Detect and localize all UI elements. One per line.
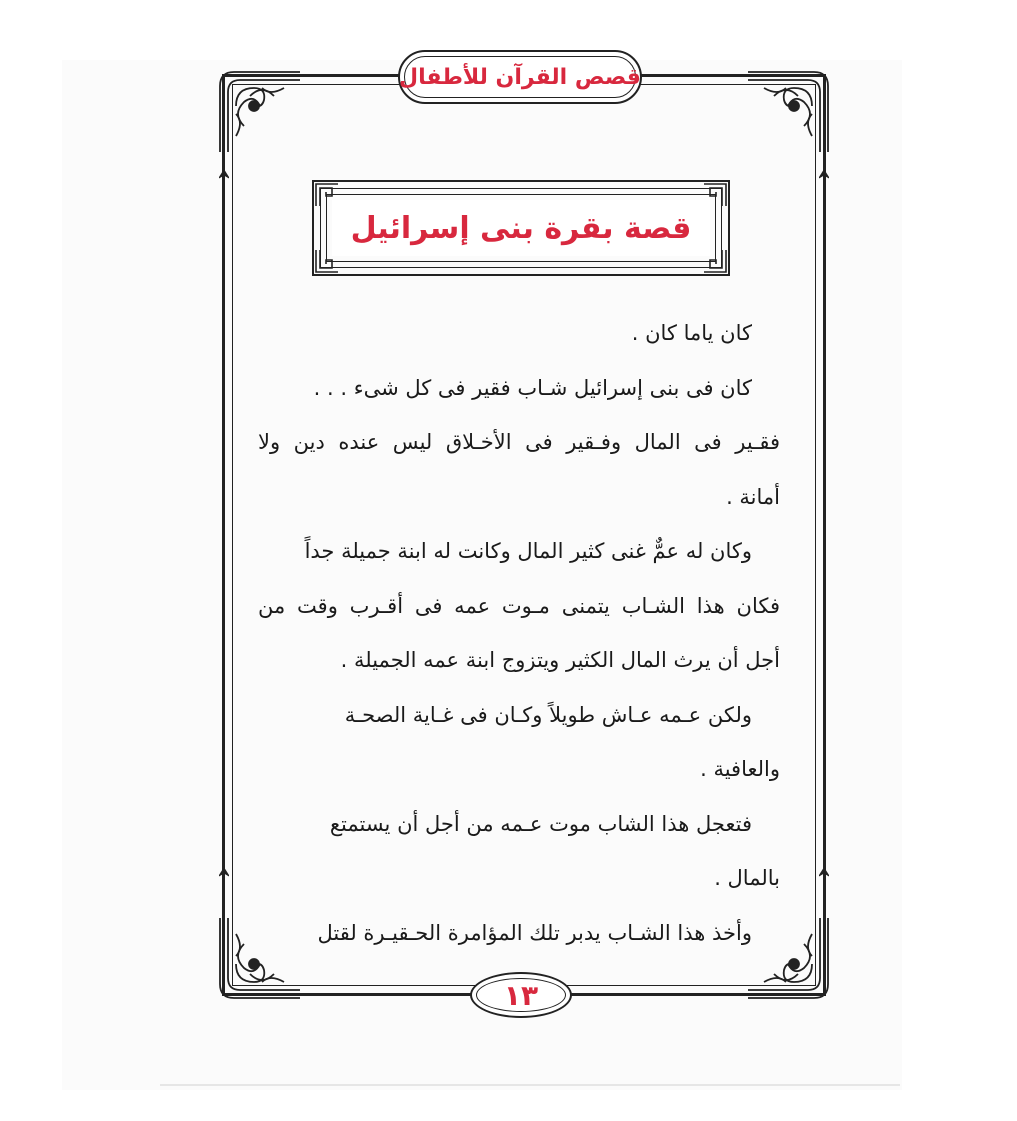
body-line: فكان هذا الشـاب يتمنى مـوت عمه فى أقـرب وقت من	[258, 593, 780, 618]
story-title: قصة بقرة بنى إسرائيل	[332, 200, 710, 256]
body-line: كان ياما كان .	[631, 321, 752, 345]
page-number: ١٣	[503, 978, 539, 1012]
series-title: قصص القرآن للأطفال	[399, 64, 641, 90]
corner-ornament-icon	[742, 66, 834, 158]
body-line: أجل أن يرث المال الكثير ويتزوج ابنة عمه الجميلة .	[340, 648, 780, 672]
body-line: وكان له عمٌّ غنى كثير المال وكانت له ابنة جميلة جداً	[304, 539, 752, 563]
side-arrow-icon	[219, 170, 229, 200]
side-arrow-icon	[819, 868, 829, 898]
body-line: فتعجل هذا الشاب موت عـمه من أجل أن يستمتع	[329, 811, 752, 836]
story-body	[258, 306, 780, 960]
page-edge	[160, 1084, 900, 1086]
body-line: وأخذ هذا الشـاب يدبر تلك المؤامرة الحـقيـرة لقتل	[317, 920, 752, 945]
side-arrow-icon	[219, 868, 229, 898]
corner-ornament-icon	[214, 66, 306, 158]
series-title-badge	[398, 50, 642, 104]
body-line: والعافية .	[700, 757, 780, 781]
page-number-badge	[470, 972, 572, 1018]
body-line: ولكن عـمه عـاش طويلاً وكـان فى غـاية الصحـة	[344, 702, 752, 727]
body-line: فقـير فى المال وفـقير فى الأخـلاق ليس عنده دين ولا	[258, 430, 780, 454]
story-title-box	[312, 180, 730, 276]
body-line: أمانة .	[726, 484, 780, 509]
side-arrow-icon	[819, 170, 829, 200]
body-line: كان فى بنى إسرائيل شـاب فقير فى كل شىء . . .	[313, 375, 752, 400]
body-line: بالمال .	[714, 866, 780, 890]
